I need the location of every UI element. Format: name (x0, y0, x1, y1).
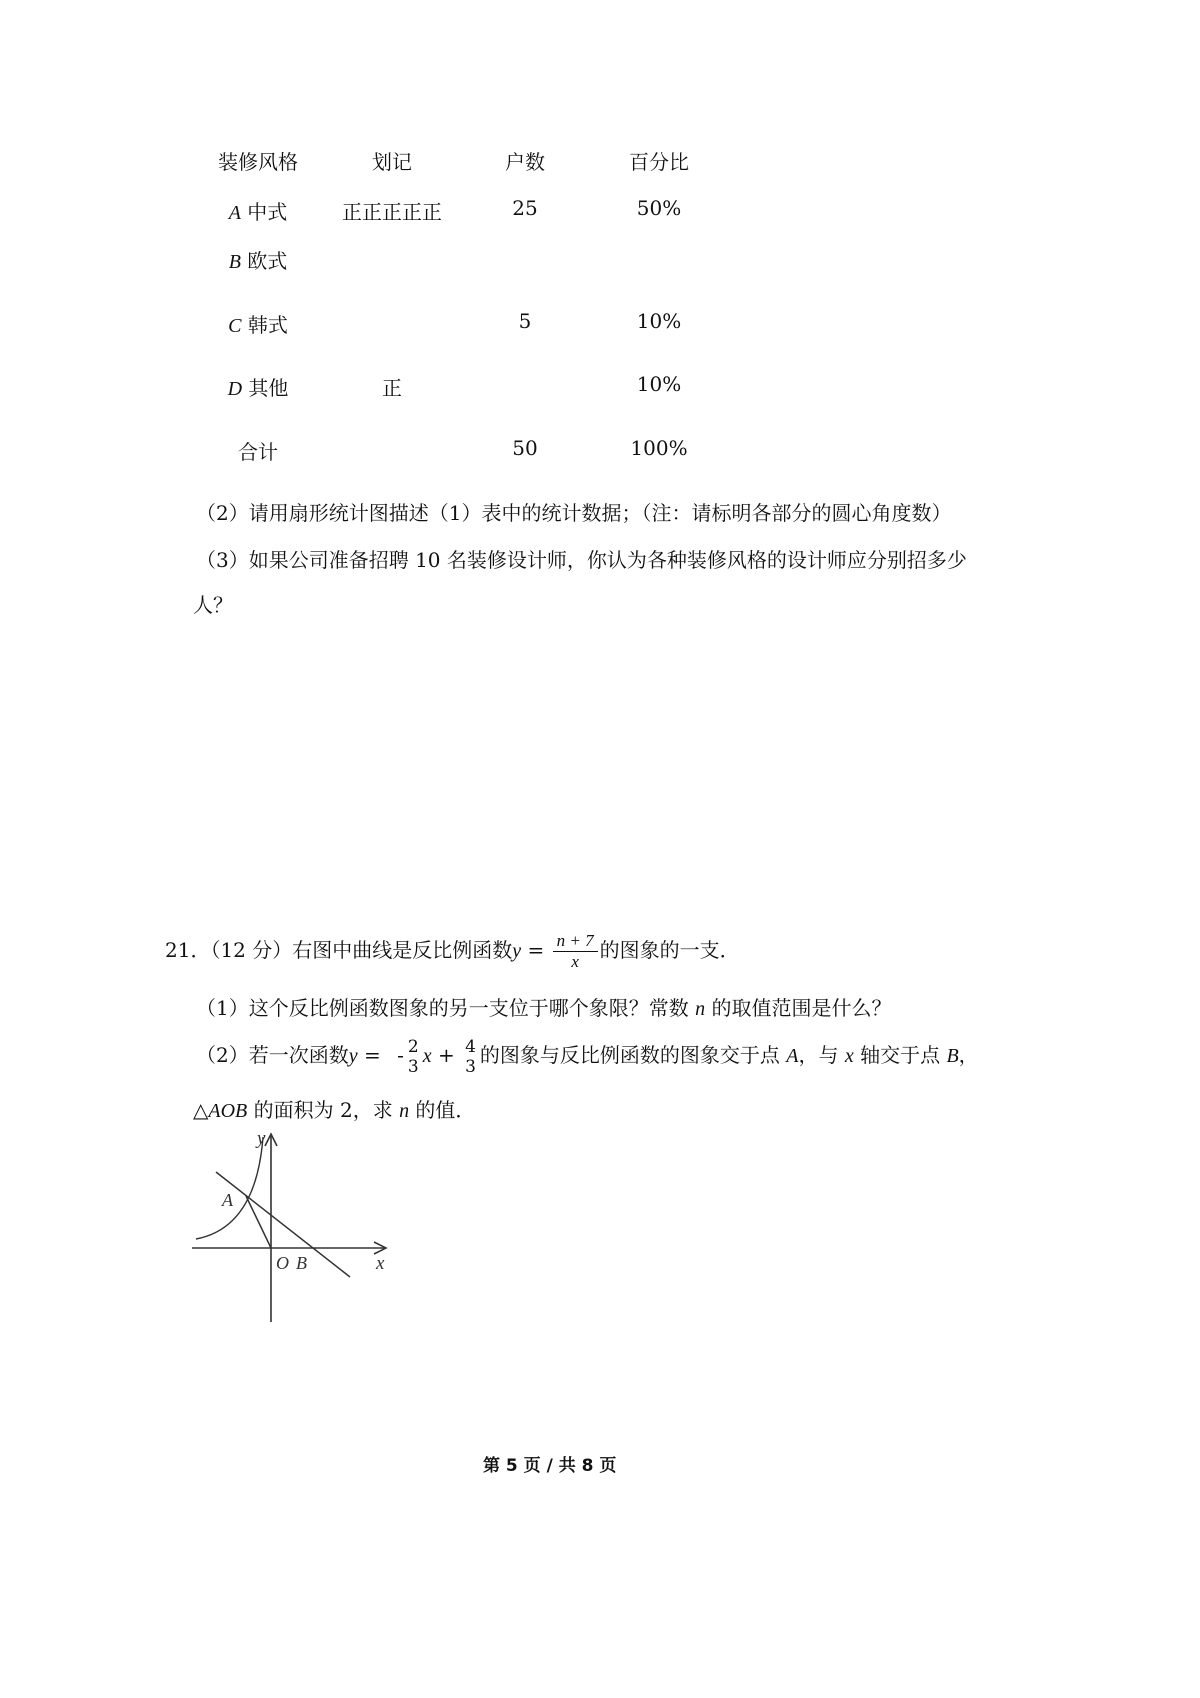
q21-part2-frac1 (404, 1037, 423, 1077)
q21-part2-minus: - (397, 1043, 404, 1067)
table-row (229, 196, 288, 225)
table-row (228, 309, 288, 338)
q21-frac-num: n + 7 (553, 931, 598, 952)
q21-part2-eq: = (363, 1043, 381, 1067)
q21-line3-text-c: 的值． (409, 1098, 476, 1122)
table-row (228, 372, 289, 401)
q21-part1-text-a: （1）这个反比例函数图象的另一支位于哪个象限？常数 (196, 996, 696, 1020)
q21-part2-y: y (348, 1045, 358, 1067)
q21-part2-point-b: B (946, 1045, 959, 1067)
q21-part2-text-a: （2）若一次函数 (196, 1043, 349, 1067)
q21-part2-den2: 3 (465, 1056, 476, 1077)
total-label: 合计 (238, 440, 278, 464)
q21-part2-text-e: ， (958, 1043, 979, 1067)
total-count: 50 (512, 436, 538, 460)
q21-part2-point-a: A (786, 1045, 799, 1067)
q21-part2-x: x (422, 1045, 432, 1067)
q21-part2-x-axis: x (844, 1045, 854, 1067)
q21-part2-plus: + (437, 1043, 455, 1067)
row-style: 中式 (247, 200, 288, 224)
row-count: 25 (512, 196, 538, 220)
q21-line3-n: n (399, 1100, 410, 1122)
row-letter: A (228, 202, 241, 224)
label-a: A (222, 1190, 233, 1210)
triangle-symbol: △ (193, 1098, 209, 1122)
label-b: B (296, 1253, 307, 1273)
row-percent: 10% (636, 372, 682, 396)
q21-fraction (553, 931, 598, 972)
q21-y-var: y (512, 940, 522, 962)
table-row (229, 245, 288, 274)
q21-part1-n: n (695, 998, 706, 1020)
row-style: 其他 (248, 376, 289, 400)
q21-prefix: 21．（12 分）右图中曲线是反比例函数 (165, 938, 513, 962)
label-o: O (276, 1253, 289, 1273)
row-percent: 10% (636, 309, 682, 333)
q21-equals: = (527, 938, 545, 962)
row-letter: C (228, 315, 242, 337)
table-header-style: 装修风格 (218, 150, 298, 174)
row-percent: 50% (636, 196, 682, 220)
hyperbola-curve (196, 1137, 263, 1239)
q21-part2-line3 (193, 1094, 475, 1123)
label-x: x (376, 1253, 385, 1274)
q21-part2-frac2 (461, 1037, 480, 1077)
q21-stem (165, 928, 740, 973)
triangle-aob: AOB (208, 1100, 248, 1122)
row-count: 5 (518, 309, 532, 333)
q21-frac-den: x (571, 952, 579, 971)
q20-part3-line2: 人？ (193, 593, 233, 617)
q21-part2 (196, 1033, 979, 1078)
function-graph-figure (188, 1122, 398, 1327)
q21-line3-text-b: 的面积为 2，求 (247, 1098, 400, 1122)
table-header-tally: 划记 (372, 150, 412, 174)
q21-part2-text-c: ，与 (798, 1043, 845, 1067)
q21-part2-num2: 4 (465, 1036, 476, 1057)
q21-part1-text-b: 的取值范围是什么？ (705, 996, 892, 1020)
q20-part2: （2）请用扇形统计图描述（1）表中的统计数据；（注：请标明各部分的圆心角度数） (196, 501, 952, 525)
q21-part2-text-b: 的图象与反比例函数的图象交于点 (479, 1043, 787, 1067)
row-tally: 正 (382, 376, 402, 400)
q21-part2-num1: 2 (407, 1036, 419, 1057)
row-letter: B (228, 251, 241, 273)
q21-suffix: 的图象的一支． (599, 938, 740, 962)
row-tally: 正正正正正 (342, 200, 442, 224)
q21-part1 (196, 992, 891, 1021)
row-letter: D (227, 378, 243, 400)
page-footer: 第 5 页 / 共 8 页 (483, 1456, 617, 1476)
row-style: 韩式 (247, 313, 288, 337)
row-style: 欧式 (247, 249, 288, 273)
table-header-percent: 百分比 (629, 150, 689, 174)
q21-part2-den1: 3 (407, 1056, 419, 1077)
q20-part3-line1: （3）如果公司准备招聘 10 名装修设计师，你认为各种装修风格的设计师应分别招多少 (196, 548, 967, 572)
segment-ao (246, 1196, 271, 1248)
q21-part2-text-d: 轴交于点 (853, 1043, 947, 1067)
label-y: y (257, 1128, 266, 1149)
total-percent: 100% (630, 436, 688, 460)
table-header-count: 户数 (505, 150, 545, 174)
